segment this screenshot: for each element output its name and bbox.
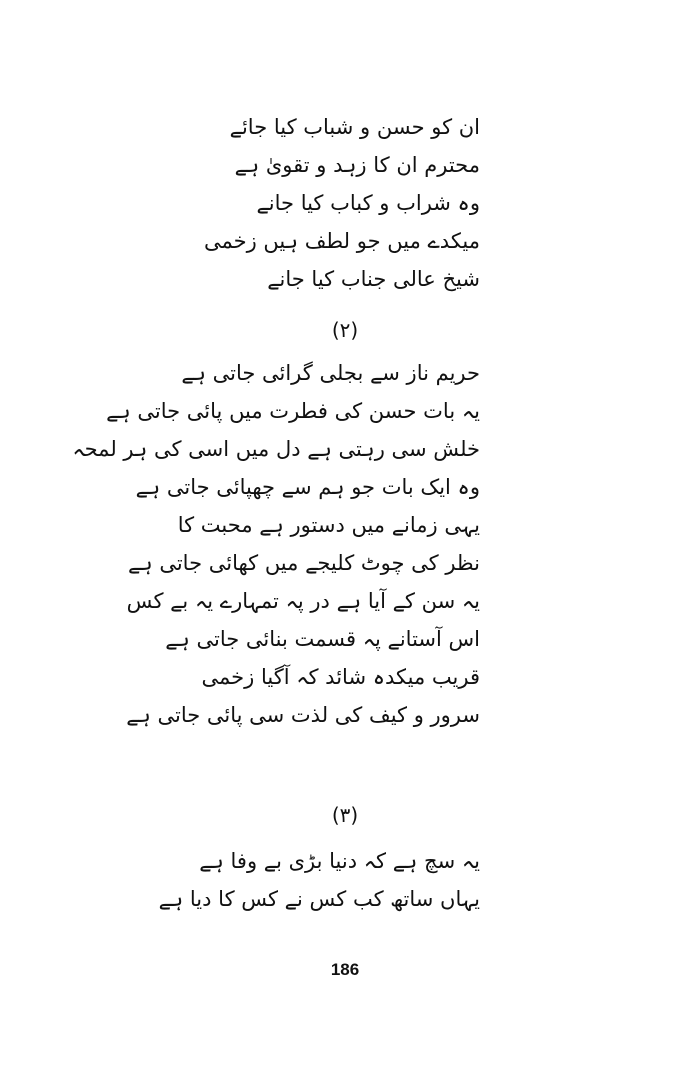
verse-line: حریم ناز سے بجلی گرائی جاتی ہے bbox=[181, 361, 480, 385]
verse-line: نظر کی چوٹ کلیجے میں کھائی جاتی ہے bbox=[128, 551, 480, 575]
verse-line: ان کو حسن و شباب کیا جائے bbox=[229, 115, 480, 139]
verse-line: وہ شراب و کباب کیا جانے bbox=[256, 191, 480, 215]
verse-line: یہی زمانے میں دستور ہے محبت کا bbox=[177, 513, 480, 537]
stanza-3 bbox=[158, 842, 480, 918]
stanza-3-number: (۳) bbox=[331, 803, 359, 827]
verse-line: خلش سی رہتی ہے دل میں اسی کی ہر لمحہ bbox=[72, 437, 480, 461]
verse-line: یہاں ساتھ کب کس نے کس کا دیا ہے bbox=[158, 887, 480, 911]
verse-line: یہ بات حسن کی فطرت میں پائی جاتی ہے bbox=[106, 399, 480, 423]
verse-line: میکدے میں جو لطف ہیں زخمی bbox=[203, 229, 480, 253]
verse-line: یہ سچ ہے کہ دنیا بڑی بے وفا ہے bbox=[199, 849, 480, 873]
stanza-2 bbox=[72, 354, 480, 734]
verse-line: قریب میکدہ شائد کہ آگیا زخمی bbox=[201, 665, 480, 689]
verse-line: سرور و کیف کی لذت سی پائی جاتی ہے bbox=[126, 703, 480, 727]
verse-line: شیخ عالی جناب کیا جانے bbox=[267, 267, 480, 291]
verse-line: اس آستانے پہ قسمت بنائی جاتی ہے bbox=[165, 627, 480, 651]
verse-line: وہ ایک بات جو ہم سے چھپائی جاتی ہے bbox=[135, 475, 480, 499]
verse-line: یہ سن کے آیا ہے در پہ تمہارے یہ بے کس bbox=[126, 589, 480, 613]
verse-line: محترم ان کا زہد و تقویٰ ہے bbox=[234, 153, 480, 177]
stanza-1 bbox=[203, 108, 480, 298]
page-number: 186 bbox=[330, 960, 360, 979]
stanza-2-number: (۲) bbox=[331, 318, 359, 342]
